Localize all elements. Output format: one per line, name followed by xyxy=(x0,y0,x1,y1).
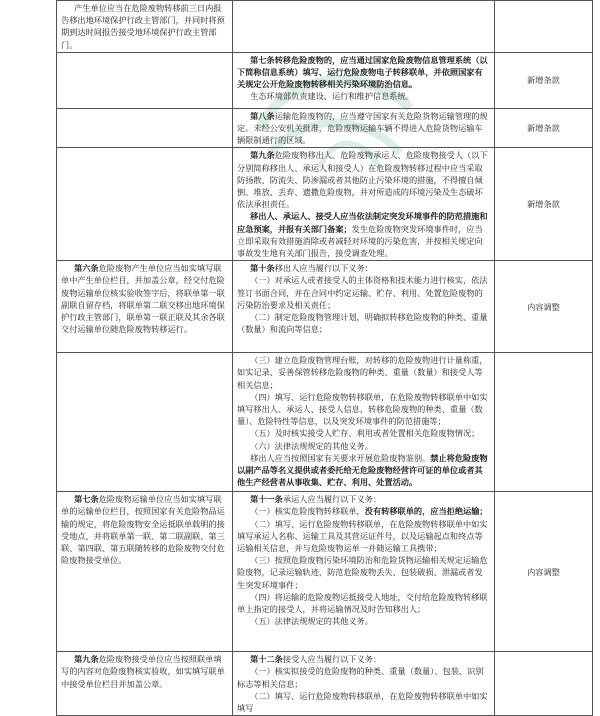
change-note-cell xyxy=(495,353,593,492)
original-provision-cell xyxy=(57,261,233,353)
paragraph xyxy=(237,653,490,665)
table-row xyxy=(57,492,593,652)
change-note-cell xyxy=(495,1,593,53)
paragraph xyxy=(237,505,490,517)
text: 接受人应当履行以下义务： xyxy=(282,654,382,665)
revised-provision-cell xyxy=(233,652,495,716)
table-row xyxy=(57,148,593,261)
bold-text: 移出人、承运人、接受人应当依法制定突发环境事件的防范措施和应急预案，并报有关部门备案； xyxy=(237,211,488,234)
bold-text: 转移危险废物的，应当通过国家危险废物信息管理系统（以下简称信息系统）填写、运行危险废物电子转移联单，并依照国家有关规定公开危险废物转移相关污染环境防治信息。 xyxy=(237,54,488,90)
text: （四）填写、运行危险废物转移联单，在危险废物转移联单中如实填写移出人、承运人、接受人信息，转移危险废物的种类、重量（数量）、危险特性等信息，以及突发环境事件的防范措施等； xyxy=(237,391,488,427)
paragraph xyxy=(237,427,490,439)
original-provision-cell xyxy=(57,108,233,148)
paragraph xyxy=(237,493,490,505)
revised-provision-cell xyxy=(233,108,495,148)
bold-text: 第十一条 xyxy=(250,494,283,505)
paragraph xyxy=(237,54,490,91)
bold-text: 第九条 xyxy=(74,654,99,665)
revised-provision-cell xyxy=(233,1,495,53)
paragraph xyxy=(61,493,228,566)
change-note-cell: 新增条款 xyxy=(495,148,593,261)
revision-comparison-table xyxy=(56,0,593,716)
text: 危险废物接受单位应当按照联单填写的内容对危险废物核实验收，如实填写联单中接受单位栏目并加盖公章。 xyxy=(61,654,225,689)
paragraph xyxy=(61,653,228,690)
text: 移出人应当履行以下义务： xyxy=(274,263,373,274)
text: （五）及时核实接受人贮存、利用或者处置相关危险废物情况； xyxy=(250,428,480,439)
text: 产生单位应当在危险废物转移前三日内报告移出地环境保护行政主管部门，并同时将预期到达时间报告接受地环境保护行政主管部门。 xyxy=(61,3,225,50)
table-row xyxy=(57,261,593,353)
change-note-cell: 内容调整 xyxy=(495,492,593,652)
bold-text: 第七条 xyxy=(74,494,99,505)
revised-provision-cell xyxy=(233,52,495,108)
paragraph xyxy=(237,262,490,274)
bold-text: 第九条 xyxy=(250,150,275,161)
original-provision-cell xyxy=(57,353,233,492)
bold-text: 第十条 xyxy=(250,263,275,274)
paragraph xyxy=(237,274,490,311)
paragraph xyxy=(237,591,490,615)
bold-text: 没有转移联单的，应当拒绝运输； xyxy=(364,506,488,517)
text: 发生危险废物突发环境事件时，应当立即采取有效措施消除或者减轻对环境的污染危害，并按相关规定向事故发生地有关部门报告，接受调查处理。 xyxy=(237,223,483,259)
original-provision-cell xyxy=(57,1,233,53)
bold-text: 第六条 xyxy=(74,263,99,274)
text: （二）填写、运行危险废物转移联单，在危险废物转移联单中如实填写承运人名称、运输工具及其营运证件号，以及运输起点和终点等运输相关信息，并与危险废物运单一并随运输工具携带； xyxy=(237,518,488,554)
table-row xyxy=(57,52,593,108)
table-row xyxy=(57,108,593,148)
paragraph xyxy=(237,615,490,627)
table-row xyxy=(57,353,593,492)
revised-provision-cell xyxy=(233,353,495,492)
text: （四）将运输的危险废物运抵接受人地址，交付给危险废物转移联单上指定的接受人，并将运输情况及时告知移出人； xyxy=(237,591,488,615)
table-row xyxy=(57,652,593,716)
change-note-cell: 内容调整 xyxy=(495,261,593,353)
revised-provision-cell xyxy=(233,148,495,261)
original-provision-cell xyxy=(57,652,233,716)
paragraph xyxy=(237,440,490,452)
text: 危险废物移出人、危险废物承运人、危险废物接受人（以下分别简称移出人、承运人和接受人）在危险废物转移过程中应当采取防扬散、防流失、防渗漏或者其他防止污染环境的措施，不得擅自倾倒、堆放、丢弃、遗撒危险废物，并对所造成的环境污染及生态破坏依法承担责任。 xyxy=(237,150,488,210)
comparison-document xyxy=(56,0,592,714)
paragraph xyxy=(237,452,490,489)
text: （三）建立危险废物管理台账，对转移的危险废物进行计量称重，如实记录、妥善保管转移危险废物的种类、重量（数量）和接受人等相关信息； xyxy=(237,355,488,390)
bold-text: 第十二条 xyxy=(250,654,283,665)
paragraph xyxy=(237,110,490,147)
text: 危险废物运输单位应当如实填写联单的运输单位栏目，按照国家有关危险物品运输的规定，将危险废物安全运抵联单载明的接受地点，并将联单第一联、第二联副联、第三联、第四联、第五联随转移的危险废物交付危险废物接受单位。 xyxy=(61,494,225,566)
paragraph xyxy=(237,210,490,259)
paragraph xyxy=(237,665,490,689)
paragraph xyxy=(61,2,228,51)
paragraph xyxy=(237,311,490,335)
text: 运输危险废物的，应当遵守国家有关危险货物运输管理的规定。未经公安机关批准，危险废物运输车辆不得进入危险货物运输车辆限制通行的区域。 xyxy=(237,110,488,146)
paragraph xyxy=(237,90,490,102)
text: （一）对承运人或者接受人的主体资格和技术能力进行核实，依法签订书面合同，并在合同中约定运输、贮存、利用、处置危险废物的污染防治要求及相关责任； xyxy=(237,275,488,310)
paragraph xyxy=(61,262,228,335)
paragraph xyxy=(237,391,490,428)
text: （二）填写、运行危险废物转移联单，在危险废物转移联单中如实填写 xyxy=(237,690,488,714)
text: 承运人应当履行以下义务： xyxy=(282,494,382,505)
text: 危险废物产生单位应当如实填写联单中产生单位栏目，并加盖公章，经交付危险废物运输单位核实验收签字后，将联单第一联副联自留存档，将联单第二联交移出地环境保护行政主管部门，联单第一联正联及其余各联交付运输单位随危险废物转移运行。 xyxy=(61,263,225,335)
change-note-cell xyxy=(495,652,593,716)
text: （二）制定危险废物管理计划，明确拟转移危险废物的种类、重量（数量）和流向等信息； xyxy=(237,312,488,335)
change-note-cell: 新增条款 xyxy=(495,52,593,108)
text: 移出人应当按照国家有关要求开展危险废物鉴别。 xyxy=(250,452,431,463)
bold-text: 第七条 xyxy=(250,54,275,65)
text: 生态环境部负责建设、运行和维护信息系统。 xyxy=(250,91,414,102)
revised-provision-cell xyxy=(233,261,495,353)
change-note-cell: 新增条款 xyxy=(495,108,593,148)
paragraph xyxy=(237,149,490,210)
paragraph xyxy=(237,354,490,391)
text: （三）按照危险废物污染环境防治和危险货物运输相关规定运输危险废物，记录运输轨迹，防范危险废物丢失、包装破损、泄漏或者发生突发环境事件； xyxy=(237,555,488,590)
bold-text: 禁止将危险废物以副产品等名义提供或者委托给无危险废物经营许可证的单位或者其他生产经营者从事收集、贮存、利用、处置活动。 xyxy=(237,452,488,488)
original-provision-cell xyxy=(57,492,233,652)
text: （六）法律法规规定的其他义务。 xyxy=(250,440,373,451)
table-row xyxy=(57,1,593,53)
paragraph xyxy=(237,554,490,591)
text: （一）核实危险废物转移联单， xyxy=(250,506,365,517)
original-provision-cell xyxy=(57,52,233,108)
revised-provision-cell xyxy=(233,492,495,652)
text: （五）法律法规规定的其他义务。 xyxy=(250,616,373,627)
bold-text: 第八条 xyxy=(250,110,275,121)
paragraph xyxy=(237,690,490,714)
original-provision-cell xyxy=(57,148,233,261)
paragraph xyxy=(237,518,490,555)
text: （一）核实拟接受的危险废物的种类、重量（数量）、包装、识别标志等相关信息； xyxy=(237,666,484,689)
